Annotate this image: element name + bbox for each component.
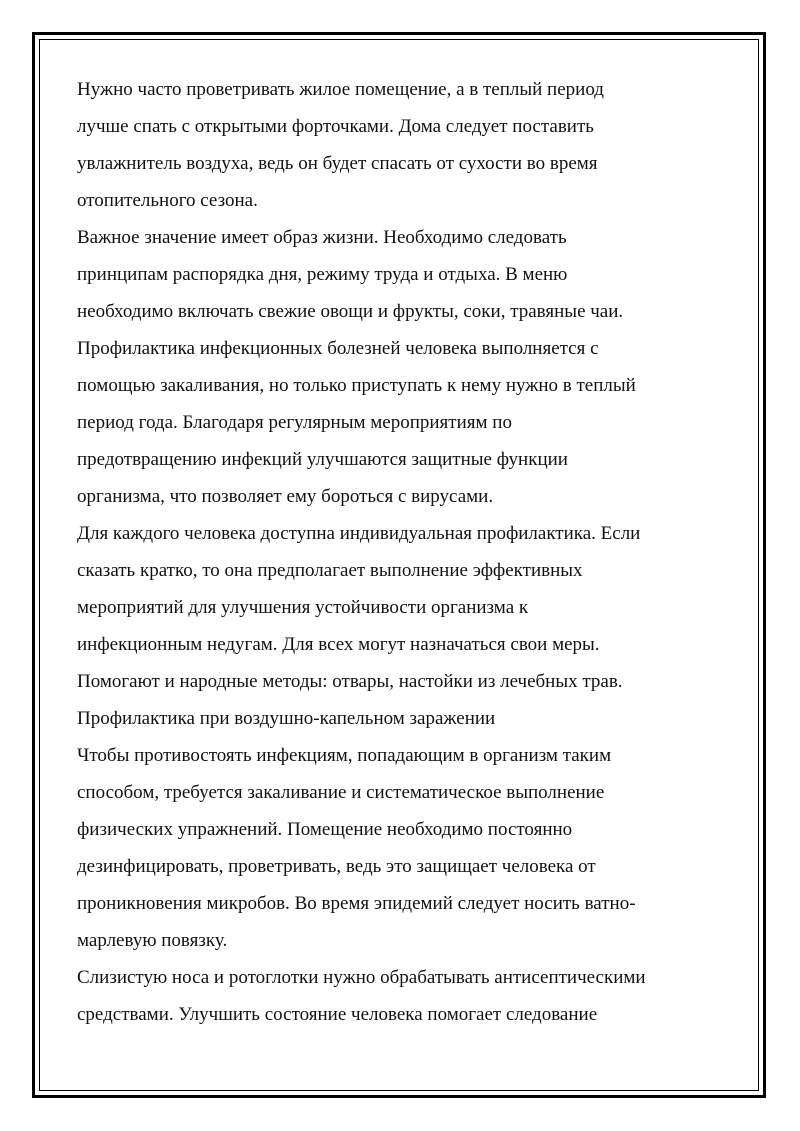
text-line: Для каждого человека доступна индивидуальная профилактика. Если bbox=[77, 523, 641, 544]
text-line: отопительного сезона. bbox=[77, 190, 258, 211]
text-line: принципам распорядка дня, режиму труда и отдыха. В меню bbox=[77, 264, 568, 285]
text-line: проникновения микробов. Во время эпидемий следует носить ватно- bbox=[77, 893, 636, 914]
text-line: Чтобы противостоять инфекциям, попадающим в организм таким bbox=[77, 745, 612, 766]
text-line: сказать кратко, то она предполагает выполнение эффективных bbox=[77, 560, 583, 581]
text-line: предотвращению инфекций улучшаются защитные функции bbox=[77, 449, 568, 470]
text-line: помощью закаливания, но только приступать к нему нужно в теплый bbox=[77, 375, 636, 396]
text-line: Профилактика инфекционных болезней человека выполняется с bbox=[77, 338, 599, 359]
text-line: необходимо включать свежие овощи и фрукты, соки, травяные чаи. bbox=[77, 301, 624, 322]
text-line: Важное значение имеет образ жизни. Необходимо следовать bbox=[77, 227, 567, 248]
section-heading: Профилактика при воздушно-капельном заражении bbox=[77, 708, 496, 729]
text-line: мероприятий для улучшения устойчивости организма к bbox=[77, 597, 529, 618]
text-line: способом, требуется закаливание и систематическое выполнение bbox=[77, 782, 605, 803]
text-line: дезинфицировать, проветривать, ведь это защищает человека от bbox=[77, 856, 596, 877]
text-line: физических упражнений. Помещение необходимо постоянно bbox=[77, 819, 573, 840]
text-line: период года. Благодаря регулярным мероприятиям по bbox=[77, 412, 512, 433]
text-line: Слизистую носа и ротоглотки нужно обрабатывать антисептическими bbox=[77, 967, 646, 988]
text-line: увлажнитель воздуха, ведь он будет спасать от сухости во время bbox=[77, 153, 598, 174]
document-body bbox=[77, 71, 727, 1033]
text-line: Помогают и народные методы: отвары, настойки из лечебных трав. bbox=[77, 671, 623, 692]
text-line: Нужно часто проветривать жилое помещение, а в теплый период bbox=[77, 79, 604, 100]
text-line: организма, что позволяет ему бороться с вирусами. bbox=[77, 486, 494, 507]
text-line: средствами. Улучшить состояние человека помогает следование bbox=[77, 1004, 598, 1025]
text-line: инфекционным недугам. Для всех могут назначаться свои меры. bbox=[77, 634, 600, 655]
text-line: лучше спать с открытыми форточками. Дома следует поставить bbox=[77, 116, 594, 137]
text-line: марлевую повязку. bbox=[77, 930, 228, 951]
